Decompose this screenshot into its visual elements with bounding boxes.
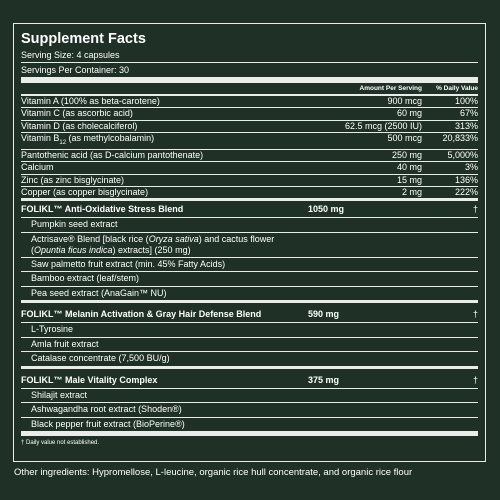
other-ingredients: Other ingredients: Hypromellose, L-leucine, organic rice hull concentrate, and organic rice flour: [14, 467, 413, 478]
panel-title: Supplement Facts: [21, 31, 146, 47]
dv-header: % Daily Value: [436, 85, 478, 92]
blend-ingredient: L-Tyrosine: [21, 323, 478, 338]
blend-ingredient: Pumpkin seed extract: [21, 218, 478, 233]
nutrient-row: Vitamin A (100% as beta-carotene) 900 mcg 100%: [21, 96, 478, 108]
blend-ingredient: Pea seed extract (AnaGain™ NU): [21, 287, 478, 304]
blend-ingredient: Bamboo extract (leaf/stem): [21, 272, 478, 287]
nutrient-row: Copper (as copper bisglycinate) 2 mg 222%: [21, 187, 478, 201]
column-header: [21, 83, 478, 96]
blend-header: FOLIKL™ Anti-Oxidative Stress Blend 1050 mg †: [21, 201, 478, 218]
blend-ingredient: Catalase concentrate (7,500 BU/g): [21, 352, 478, 369]
blend-ingredient: Actrisave® Blend [black rice (Oryza sativa) and cactus flower (Opuntia ficus indica) extracts] (250 mg): [21, 233, 478, 258]
nutrient-row: Pantothenic acid (as D-calcium pantothenate) 250 mg 5,000%: [21, 150, 478, 162]
blend-ingredient: Amla fruit extract: [21, 338, 478, 353]
nutrient-row: Zinc (as zinc bisglycinate) 15 mg 136%: [21, 175, 478, 187]
blend-header: FOLIKL™ Male Vitality Complex 375 mg †: [21, 369, 478, 389]
blend-ingredient: Black pepper fruit extract (BioPerine®): [21, 418, 478, 437]
blend-header: FOLIKL™ Melanin Activation & Gray Hair Defense Blend 590 mg †: [21, 303, 478, 323]
blend-ingredient: Saw palmetto fruit extract (min. 45% Fatty Acids): [21, 258, 478, 273]
footnote: † Daily value not established.: [21, 440, 100, 447]
servings-per-container: Servings Per Container: 30: [21, 63, 478, 83]
supplement-facts-panel: [13, 23, 486, 462]
nutrient-row: Vitamin D (as cholecalciferol) 62.5 mcg (2500 IU) 313%: [21, 121, 478, 133]
blend-ingredient: Shilajit extract: [21, 389, 478, 404]
nutrient-row: Calcium 40 mg 3%: [21, 162, 478, 174]
blend-ingredient: Ashwagandha root extract (Shoden®): [21, 403, 478, 418]
nutrient-row: Vitamin C (as ascorbic acid) 60 mg 67%: [21, 108, 478, 120]
nutrient-row: Vitamin $B_{12}$ (as methylcobalamin) 500 mcg 20,833%: [21, 133, 478, 150]
amount-header: Amount Per Serving: [359, 85, 422, 92]
serving-size: Serving Size: 4 capsules: [21, 48, 478, 63]
